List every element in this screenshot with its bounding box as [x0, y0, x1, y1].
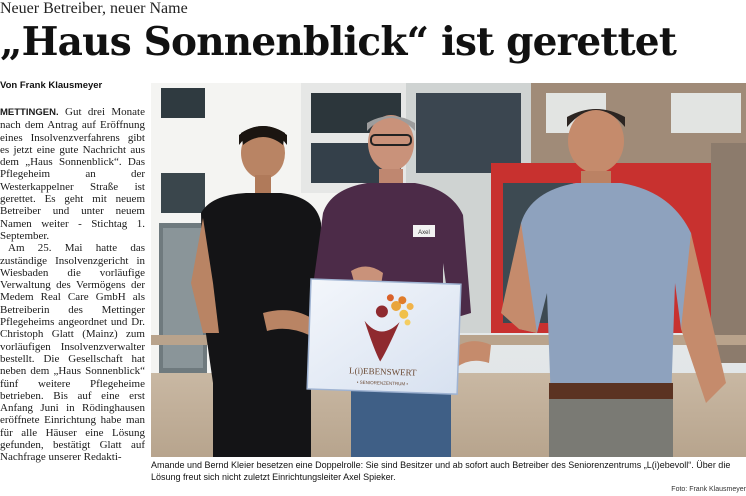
photo-caption: Amande und Bernd Kleier besetzen eine Doppelrolle: Sie sind Besitzer und ab sofort auch Betreiber des Seniorenzentrums „L(i)ebevoll“. Über die Lösung freut sich nicht zuletzt Einrichtungsleiter Axel Spieker. — [151, 460, 731, 482]
lebenswert-sign — [307, 279, 461, 394]
article-headline: „Haus Sonnenblick“ ist gerettet — [0, 19, 677, 65]
article-dateline: METTINGEN. — [0, 107, 59, 118]
name-badge-text: Axel — [418, 230, 430, 236]
article-kicker: Neuer Betreiber, neuer Name — [0, 0, 188, 17]
article-paragraph-2: Am 25. Mai hatte das zuständige Insolvenzgericht in Wiesbaden die vorläufige Verwaltung des Vermögens der Medem Real Care GmbH als Betreiberin des Mettinger Pflegeheims angeordnet und Dr. Christoph Glatt (Mainz) zum vorläufigen Insolvenzverwalter bestellt. Die Gesellschaft hat neben dem „Haus Sonnenblick“ fünf weitere Pflegeheime betrieben. Bis auf eine erst Anfang Juni in Rödinghausen eröffnete Einrichtung habe man für alle Häuser eine Lösung gefunden, bestätigt Glatt auf Nachfrage unserer Redakti- — [0, 242, 145, 464]
article-photo — [151, 83, 746, 457]
article-paragraph-1-text: Gut drei Monate nach dem Antrag auf Eröffnung eines Insolvenzverfahrens gibt es jetzt eine gute Nachricht aus dem „Haus Sonnenblick“. Das Pflegeheim an der Westerkappelner Straße ist gerettet. Es geht mit neuem Betreiber und unter neuem Namen weiter - Stichtag 1. September. — [0, 106, 145, 242]
photo-credit: Foto: Frank Klausmeyer — [671, 486, 746, 493]
sign-title: L(i)EBENSWERT — [348, 365, 417, 378]
sign-subtitle: • SENIORENZENTRUM • — [356, 379, 409, 387]
article-paragraph-1 — [0, 106, 145, 242]
article-author: Von Frank Klausmeyer — [0, 80, 103, 91]
article-body — [0, 106, 145, 494]
photo-illustration — [151, 83, 746, 457]
